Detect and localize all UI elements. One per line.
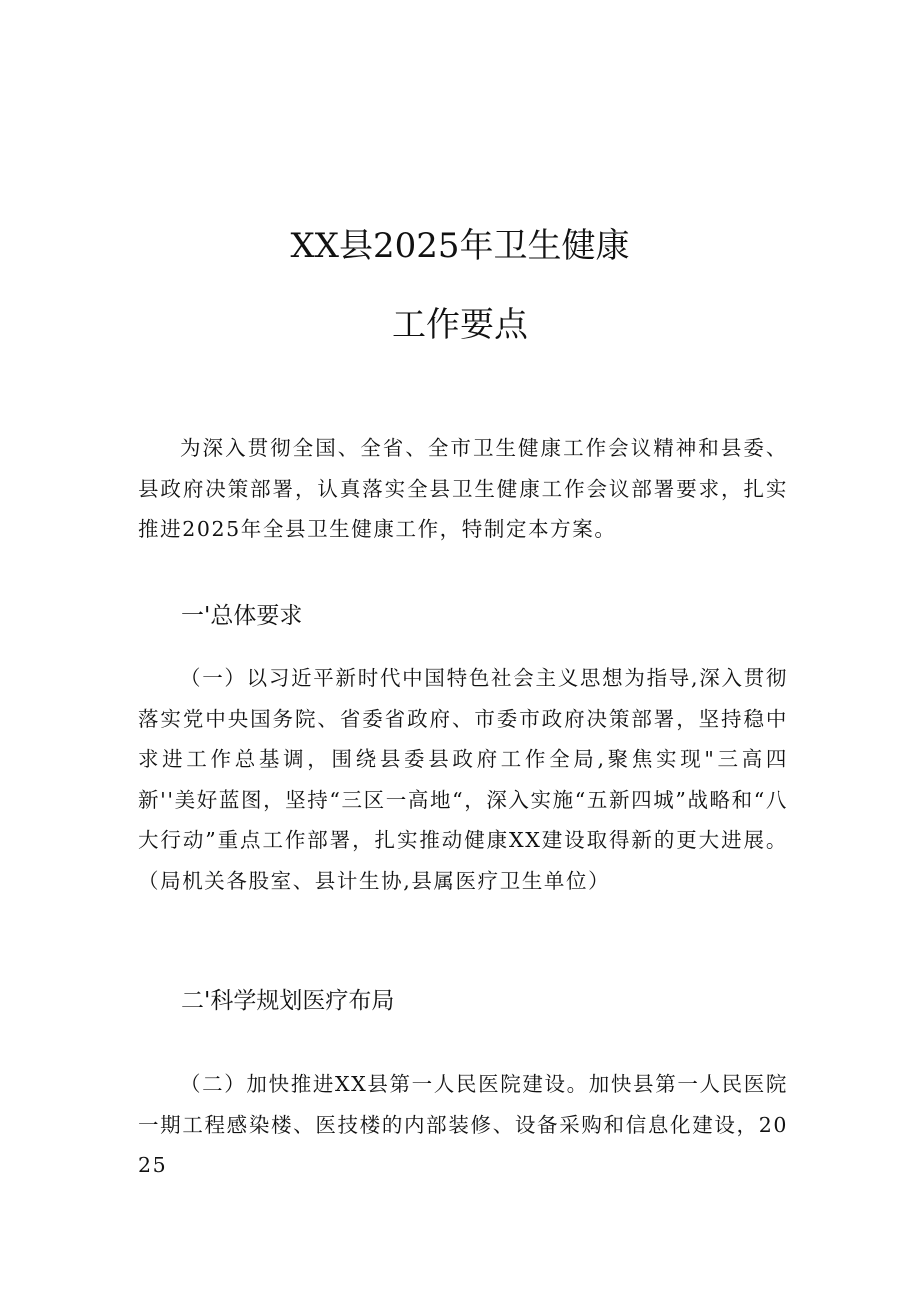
intro-paragraph: 为深入贯彻全国、全省、全市卫生健康工作会议精神和县委、县政府决策部署，认真落实全县卫生健康工作会议部署要求，扎实推进2025年全县卫生健康工作，特制定本方案。 [138, 436, 788, 541]
document-title-line2: 工作要点 [392, 305, 528, 345]
section2-paragraph: （二）加快推进XX县第一人民医院建设。加快县第一人民医院一期工程感染楼、医技楼的内部装修、设备采购和信息化建设，2025 [138, 1072, 788, 1177]
section2-heading: 二'科学规划医疗布局 [181, 988, 395, 1014]
section1-paragraph: （一）以习近平新时代中国特色社会主义思想为指导,深入贯彻落实党中央国务院、省委省政府、市委市政府决策部署，坚持稳中求进工作总基调，围绕县委县政府工作全局,聚焦实现"三高四新''美好蓝图，坚持“三区一高地“，深入实施“五新四城”战略和“八大行动”重点工作部署，扎实推动健康XX建设取得新的更大进展。（局机关各股室、县计生协,县属医疗卫生单位） [138, 666, 788, 893]
document-title-line1: XX县2025年卫生健康 [290, 226, 630, 266]
section1-heading: 一'总体要求 [181, 603, 303, 629]
